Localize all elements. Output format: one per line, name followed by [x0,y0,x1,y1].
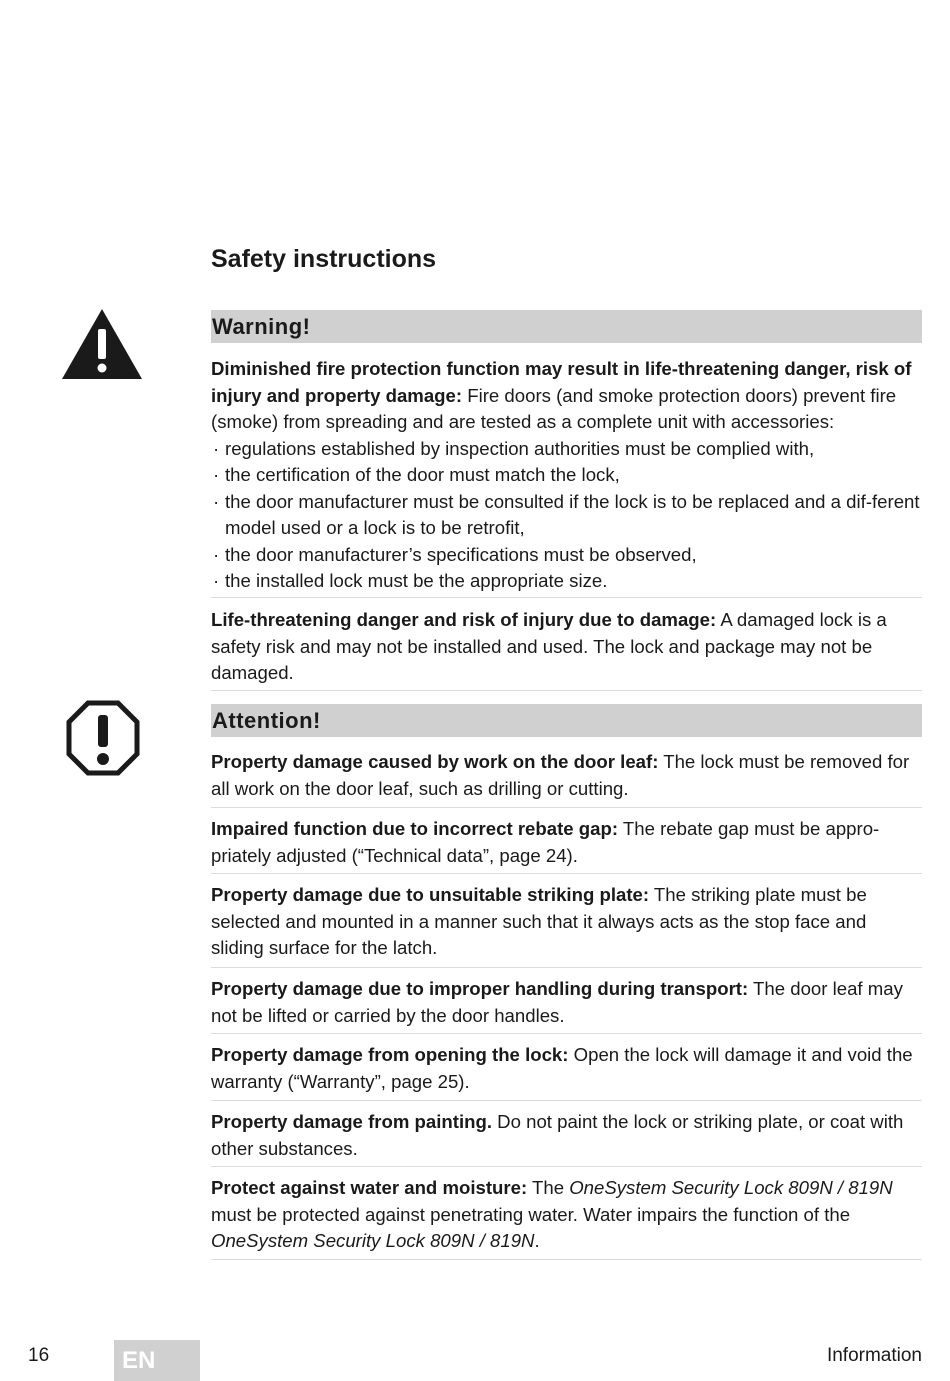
item-text: The door leaf may not be lifted or carried by the door handles. [211,978,903,1026]
warning-p1-bold: Diminished fire protection function may result in life-threatening danger, risk of injury and property damage: [211,358,912,406]
item-text: The [527,1177,570,1198]
attention-octagon-icon [66,700,140,781]
attention-item [211,1042,922,1095]
warning-paragraph-1 [211,356,922,436]
list-item: · the certification of the door must match the lock, [211,462,922,489]
list-item: · the door manufacturer’s specifications must be observed, [211,542,922,569]
divider [211,597,922,598]
attention-item [211,816,922,869]
attention-item [211,1109,922,1162]
attention-heading: Attention! [212,708,321,733]
item-bold: Property damage caused by work on the door leaf: [211,751,659,772]
item-text: Open the lock will damage it and void the warranty (“Warranty”, page 25). [211,1044,913,1092]
divider [211,1259,922,1260]
divider [211,1100,922,1101]
divider [211,1166,922,1167]
attention-item [211,749,922,802]
attention-item [211,882,922,962]
item-bold: Property damage from painting. [211,1111,493,1132]
page-title: Safety instructions [211,245,437,273]
warning-heading: Warning! [212,314,311,339]
item-bold: Property damage from opening the lock: [211,1044,569,1065]
item-text: . [534,1230,540,1251]
divider [211,690,922,691]
attention-item-water [211,1175,922,1255]
item-bold: Property damage due to unsuitable striking plate: [211,884,650,905]
list-item: · the installed lock must be the appropriate size. [211,568,922,595]
item-bold: Protect against water and moisture: [211,1177,528,1198]
item-bold: Impaired function due to incorrect rebate gap: [211,818,619,839]
warning-p1-text: Fire doors (and smoke protection doors) prevent fire (smoke) from spreading and are tested as a complete unit with accessories: [211,384,897,432]
attention-heading-bar [211,704,922,737]
list-item: · regulations established by inspection authorities must be complied with, [211,436,922,463]
product-name: OneSystem Security Lock 809N / 819N [569,1177,893,1198]
divider [211,967,922,968]
section-label: Information [826,1345,922,1366]
divider [211,807,922,808]
item-text: The lock must be removed for all work on the door leaf, such as drilling or cutting. [211,751,910,799]
item-text: must be protected against penetrating water. Water impairs the function of the [211,1203,851,1225]
item-text: The striking plate must be selected and mounted in a manner such that it always acts as the stop face and sliding surface for the latch. [211,884,867,958]
warning-paragraph-2 [211,607,922,687]
language-badge: EN [114,1340,200,1381]
page-number: 16 [28,1345,50,1366]
item-bold: Property damage due to improper handling during transport: [211,978,749,999]
warning-p2-text: A damaged lock is a safety risk and may not be installed and used. The lock and package may not be damaged. [211,609,887,683]
divider [211,873,922,874]
item-text: The rebate gap must be appro-priately adjusted (“Technical data”, page 24). [211,818,880,866]
divider [211,1033,922,1034]
warning-triangle-icon [60,307,144,386]
item-text: Do not paint the lock or striking plate, or coat with other substances. [211,1111,904,1159]
warning-p2-bold: Life-threatening danger and risk of injury due to damage: [211,609,717,630]
attention-item [211,976,922,1029]
list-item: · the door manufacturer must be consulted if the lock is to be replaced and a dif-ferent model used or a lock is to be retrofit, [211,489,922,542]
warning-block [211,356,922,595]
warning-heading-bar [211,310,922,343]
product-name: OneSystem Security Lock 809N / 819N [211,1230,535,1251]
warning-bullet-list [211,436,922,595]
